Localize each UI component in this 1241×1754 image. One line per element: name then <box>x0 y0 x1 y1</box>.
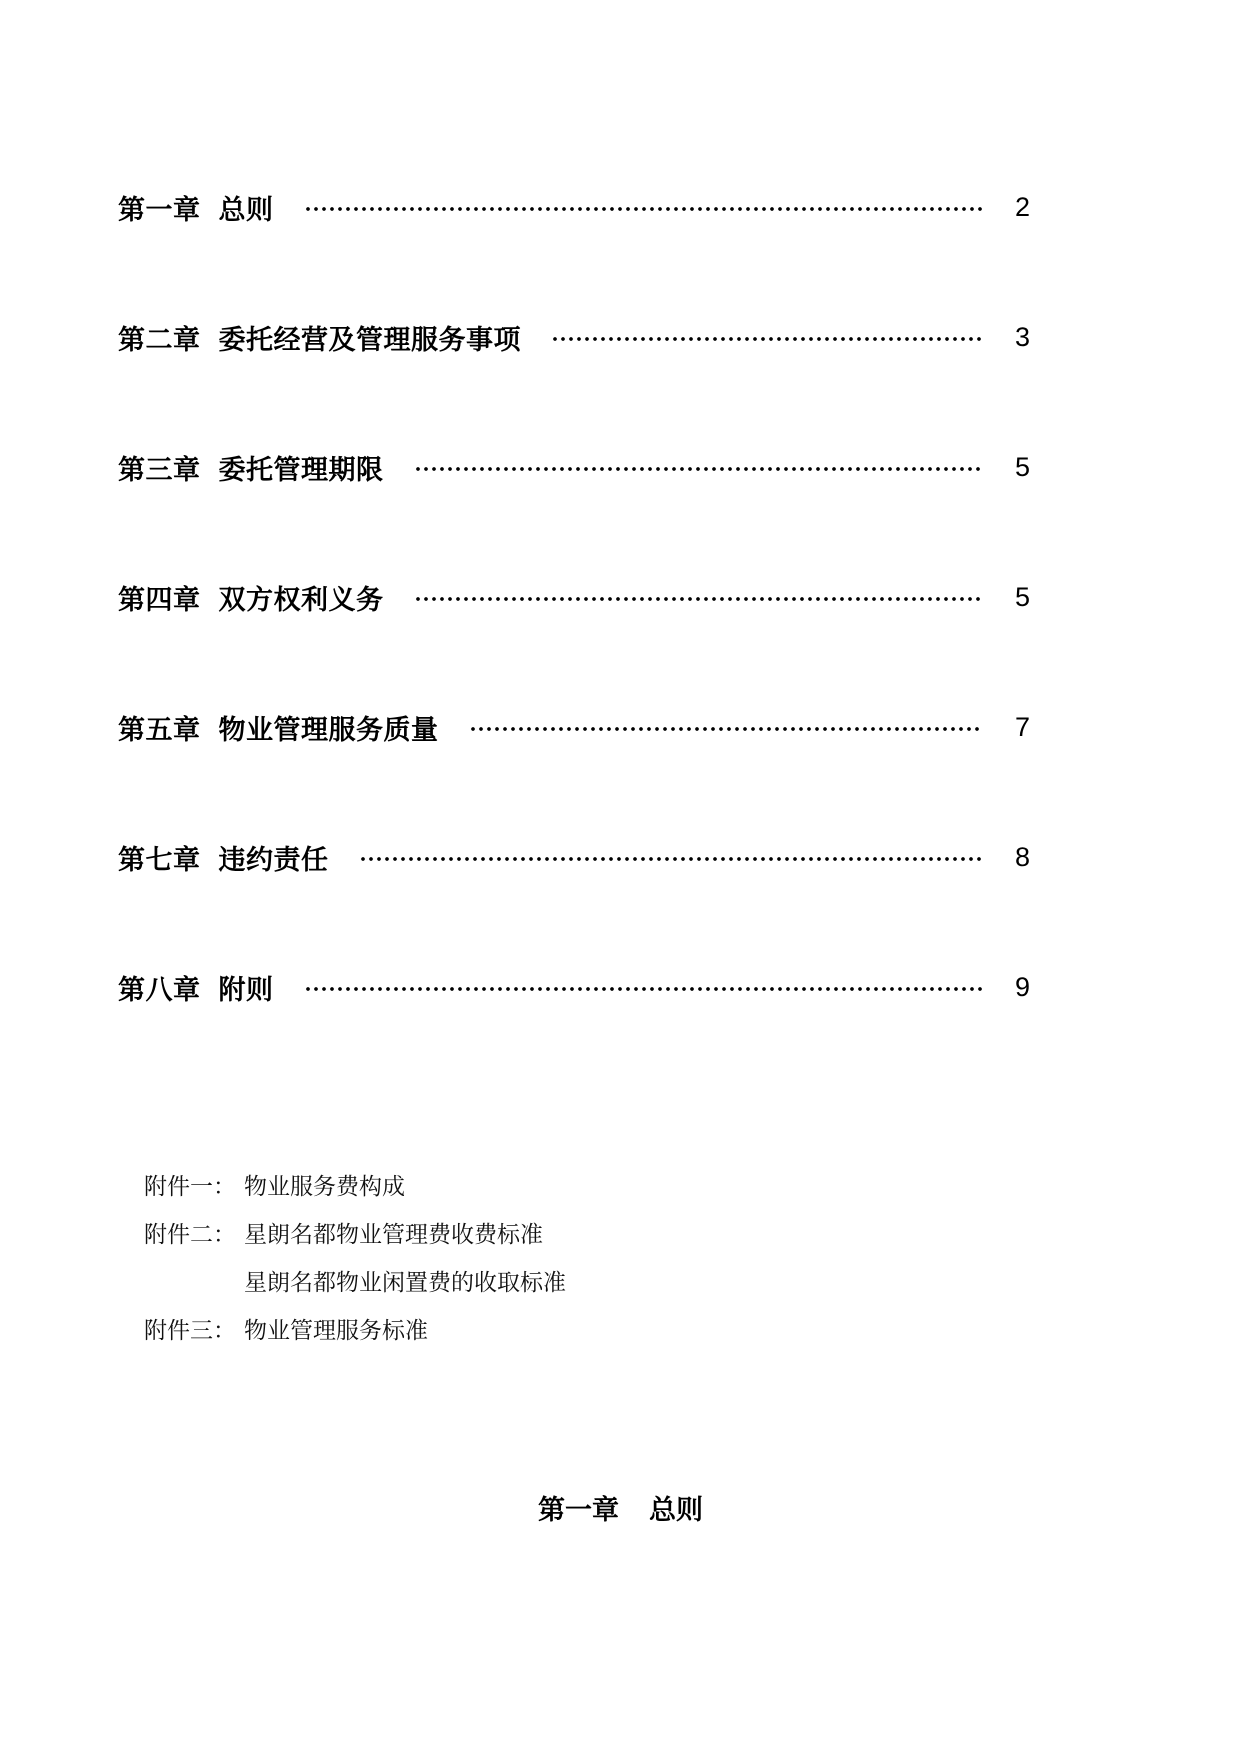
toc-chapter-title: 总则 <box>218 194 274 226</box>
table-of-contents <box>118 182 1030 1092</box>
toc-chapter-title: 委托管理期限 <box>218 454 384 486</box>
toc-leader-dots <box>414 466 983 472</box>
toc-chapter-number: 第四章 <box>118 584 201 616</box>
toc-chapter-number: 第七章 <box>118 844 201 876</box>
toc-entry-title <box>118 838 329 877</box>
toc-entry[interactable] <box>118 572 1030 622</box>
toc-leader-dots <box>469 726 983 732</box>
appendix-list <box>144 1160 566 1352</box>
toc-chapter-title: 违约责任 <box>218 844 329 876</box>
chapter-heading <box>0 1488 1241 1527</box>
toc-entry[interactable] <box>118 312 1030 362</box>
toc-page-number: 3 <box>1014 321 1030 352</box>
appendix-item <box>144 1256 566 1304</box>
toc-page-number: 7 <box>1014 711 1030 742</box>
toc-page-number: 2 <box>1014 191 1030 222</box>
toc-page-number: 5 <box>1014 451 1030 482</box>
toc-entry[interactable] <box>118 442 1030 492</box>
toc-entry-title <box>118 708 439 747</box>
toc-entry[interactable] <box>118 182 1030 232</box>
toc-entry[interactable] <box>118 962 1030 1012</box>
toc-chapter-title: 委托经营及管理服务事项 <box>218 324 521 356</box>
toc-chapter-title: 双方权利义务 <box>218 584 384 616</box>
toc-entry-title <box>118 188 274 227</box>
toc-entry-title <box>118 318 521 357</box>
appendix-text: 物业服务费构成 <box>244 1173 405 1200</box>
toc-leader-dots <box>304 206 983 212</box>
toc-entry[interactable] <box>118 702 1030 752</box>
appendix-item <box>144 1160 566 1208</box>
toc-chapter-number: 第三章 <box>118 454 201 486</box>
appendix-text: 物业管理服务标准 <box>244 1317 428 1344</box>
appendix-label: 附件二： <box>144 1221 236 1248</box>
chapter-heading-number: 第一章 <box>538 1495 619 1526</box>
appendix-text: 星朗名都物业管理费收费标准 <box>244 1221 543 1248</box>
appendix-label: 附件一： <box>144 1173 236 1200</box>
toc-chapter-title: 附则 <box>218 974 274 1006</box>
toc-leader-dots <box>304 986 983 992</box>
toc-entry-title <box>118 578 384 617</box>
appendix-text: 星朗名都物业闲置费的收取标准 <box>244 1269 566 1296</box>
toc-entry[interactable] <box>118 832 1030 882</box>
toc-page-number: 9 <box>1014 971 1030 1002</box>
appendix-item <box>144 1304 566 1352</box>
toc-chapter-title: 物业管理服务质量 <box>218 714 439 746</box>
toc-entry-title <box>118 448 384 487</box>
toc-leader-dots <box>359 856 983 862</box>
toc-chapter-number: 第一章 <box>118 194 201 226</box>
chapter-heading-title: 总则 <box>649 1495 703 1526</box>
toc-page-number: 8 <box>1014 841 1030 872</box>
appendix-item <box>144 1208 566 1256</box>
toc-page-number: 5 <box>1014 581 1030 612</box>
toc-chapter-number: 第五章 <box>118 714 201 746</box>
appendix-label: 附件三： <box>144 1317 236 1344</box>
toc-chapter-number: 第二章 <box>118 324 201 356</box>
toc-leader-dots <box>551 336 982 342</box>
toc-leader-dots <box>414 596 983 602</box>
toc-entry-title <box>118 968 274 1007</box>
toc-chapter-number: 第八章 <box>118 974 201 1006</box>
